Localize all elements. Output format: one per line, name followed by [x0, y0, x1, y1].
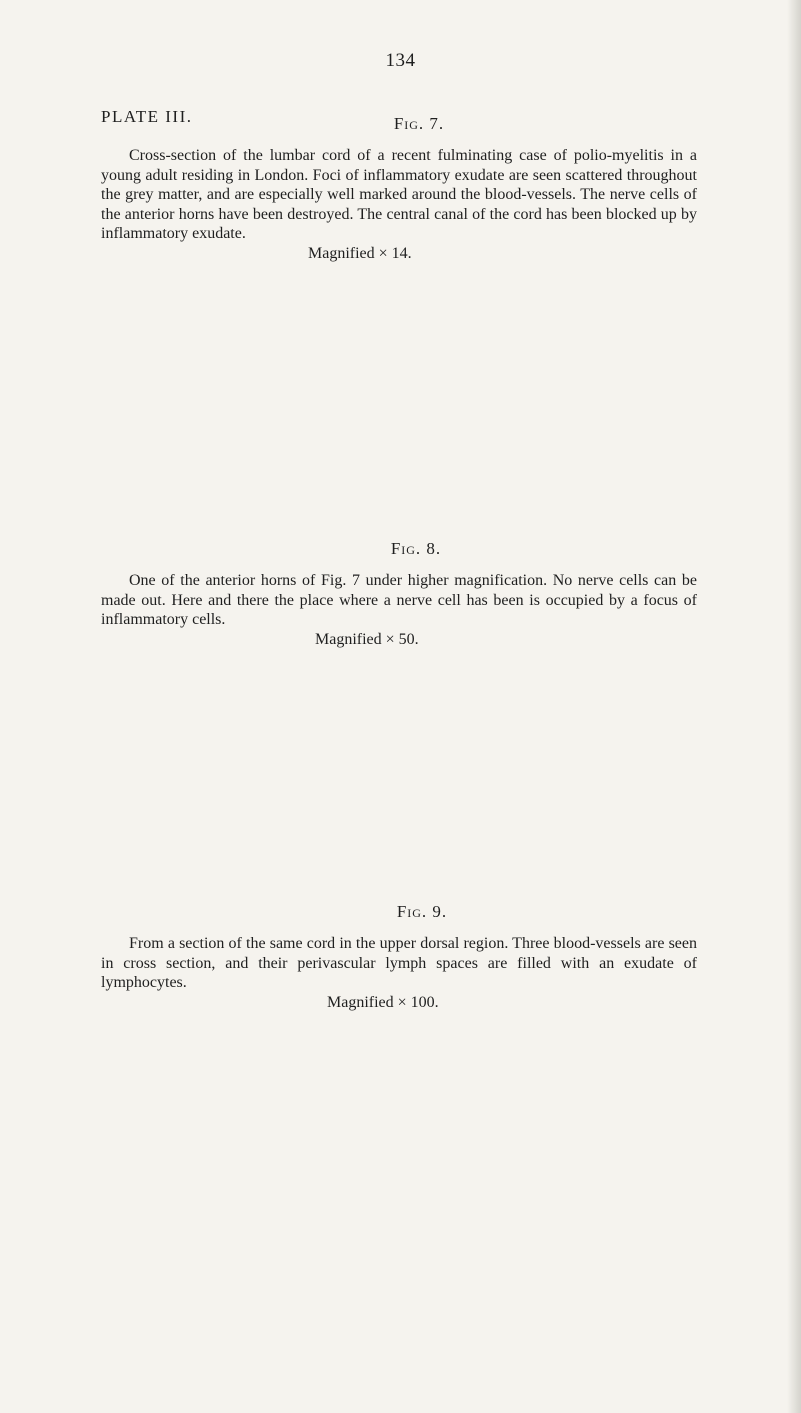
page-edge-shadow [787, 0, 801, 1413]
plate-title: PLATE III. [101, 107, 193, 126]
figure-heading: Fig. 8. [390, 539, 442, 558]
figure-7-legend [101, 114, 697, 263]
figure-heading: Fig. 9. [396, 902, 448, 921]
magnification-label: Magnified × 50. [315, 630, 419, 648]
figure-heading: Fig. 7. [393, 114, 445, 133]
figure-caption: One of the anterior horns of Fig. 7 under higher magnification. No nerve cells can be made out. Here and there the place where a nerve cell has been is occupied by a focus of inflammatory cells. [101, 572, 697, 628]
magnification-label: Magnified × 100. [327, 993, 439, 1011]
page-number: 134 [385, 50, 416, 71]
figure-9-legend [101, 902, 697, 1012]
magnification-label: Magnified × 14. [308, 244, 412, 262]
figure-caption: Cross-section of the lumbar cord of a recent fulminating case of polio-myelitis in a young adult residing in London. Foci of inflammatory exudate are seen scattered throughout the grey matter, and are especially well marked around the blood-vessels. The nerve cells of the anterior horns have been destroyed. The central canal of the cord has been blocked up by inflammatory exudate. [101, 147, 697, 242]
figure-caption: From a section of the same cord in the upper dorsal region. Three blood-vessels are seen in cross section, and their perivascular lymph spaces are filled with an exudate of lymphocytes. [101, 935, 697, 991]
figure-8-legend [101, 539, 697, 649]
